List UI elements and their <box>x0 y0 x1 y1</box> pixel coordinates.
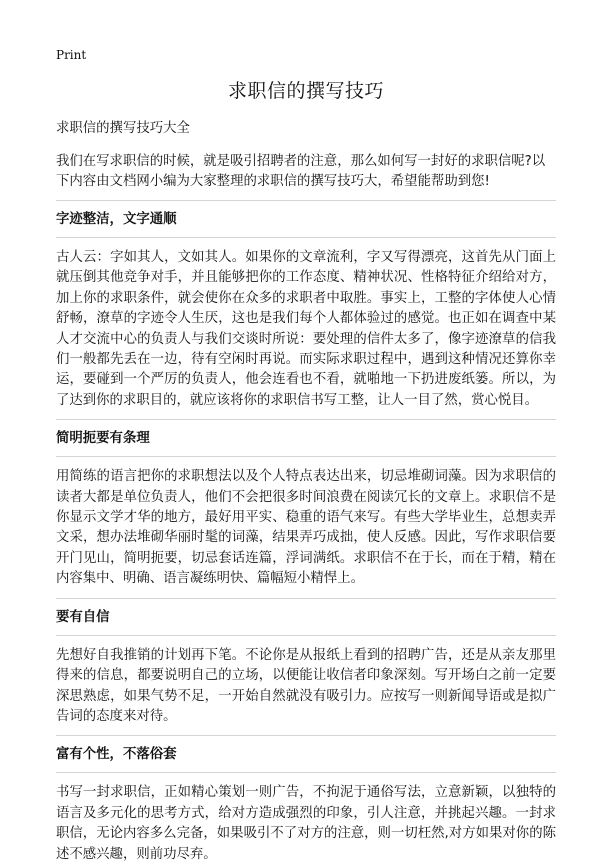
divider <box>56 735 556 736</box>
divider <box>56 635 556 636</box>
section-body: 先想好自我推销的计划再下笔。不论你是从报纸上看到的招聘广告，还是从亲友那里得来的信息，都要说明自己的立场，以便能让收信者印象深刻。写开场白之前一定要深思熟虑，如果气势不足，一开始自然就没有吸引力。应按写一则新闻导语或是拟广告词的态度来对待。 <box>56 647 556 724</box>
section-heading: 字迹整洁，文字通顺 <box>56 212 177 227</box>
section-heading: 简明扼要有条理 <box>56 431 150 447</box>
divider <box>56 598 556 599</box>
section-personality <box>56 746 556 865</box>
divider <box>56 200 556 201</box>
divider <box>56 772 556 773</box>
section-heading: 要有自信 <box>56 609 110 625</box>
section-confidence <box>56 609 556 737</box>
subtitle: 求职信的撰写技巧大全 <box>56 121 190 136</box>
intro-paragraph: 我们在写求职信的时候，就是吸引招聘者的注意，那么如何写一封好的求职信呢?以下内容由文档网小编为大家整理的求职信的撰写技巧大，希望能帮助到您! <box>56 154 546 189</box>
section-body: 用简练的语言把你的求职想法以及个人特点表达出来，切忌堆砌词藻。因为求职信的读者大都是单位负责人，他们不会把很多时间浪费在阅读冗长的文章上。求职信不是你显示文学才华的地方，最好用平实、稳重的语气来写。有些大学毕业生，总想卖弄文采，想办法堆砌华丽时髦的词藻，结果弄巧成拙，使人反感。因此，写作求职信要开门见山，简明扼要，切忌套话连篇，浮词满纸。求职信不在于长，而在于精，精在内容集中、明确、语言凝练明快、篇幅短小精悍上。 <box>56 469 556 587</box>
divider <box>56 456 556 457</box>
section-heading: 富有个性，不落俗套 <box>56 747 177 763</box>
section-concise <box>56 430 556 598</box>
divider <box>56 419 556 420</box>
section-handwriting <box>56 211 556 420</box>
divider <box>56 237 556 238</box>
page-title: 求职信的撰写技巧 <box>227 80 384 102</box>
section-body: 书写一封求职信，正如精心策划一则广告，不拘泥于通俗写法，立意新颖，以独特的语言及多元化的思考方式，给对方造成强烈的印象，引人注意，并挑起兴趣。一封求职信，无论内容多么完备，如果吸引不了对方的注意，则一切枉然,对方如果对你的陈述不感兴趣，则前功尽弃。 <box>56 785 556 862</box>
section-body: 古人云：字如其人，文如其人。如果你的文章流利，字又写得漂亮，这首先从门面上就压倒其他竞争对手，并且能够把你的工作态度、精神状况、性格特征介绍给对方，加上你的求职条件，就会使你在众多的求职者中取胜。事实上，工整的字体使人心情舒畅，潦草的字迹令人生厌，这也是我们每个人都体验过的感觉。也正如在调查中某人才交流中心的负责人与我们交谈时所说：要处理的信件太多了，像字迹潦草的信我们一般都先丢在一边，待有空闲时再说。而实际求职过程中，遇到这种情况还算你幸运，要碰到一个严厉的负责人，他会连看也不看，就啪地一下扔进废纸篓。所以，为了达到你的求职目的，就应该将你的求职信书写工整，让人一目了然，赏心悦目。 <box>56 250 556 408</box>
print-link[interactable]: Print <box>56 48 87 62</box>
